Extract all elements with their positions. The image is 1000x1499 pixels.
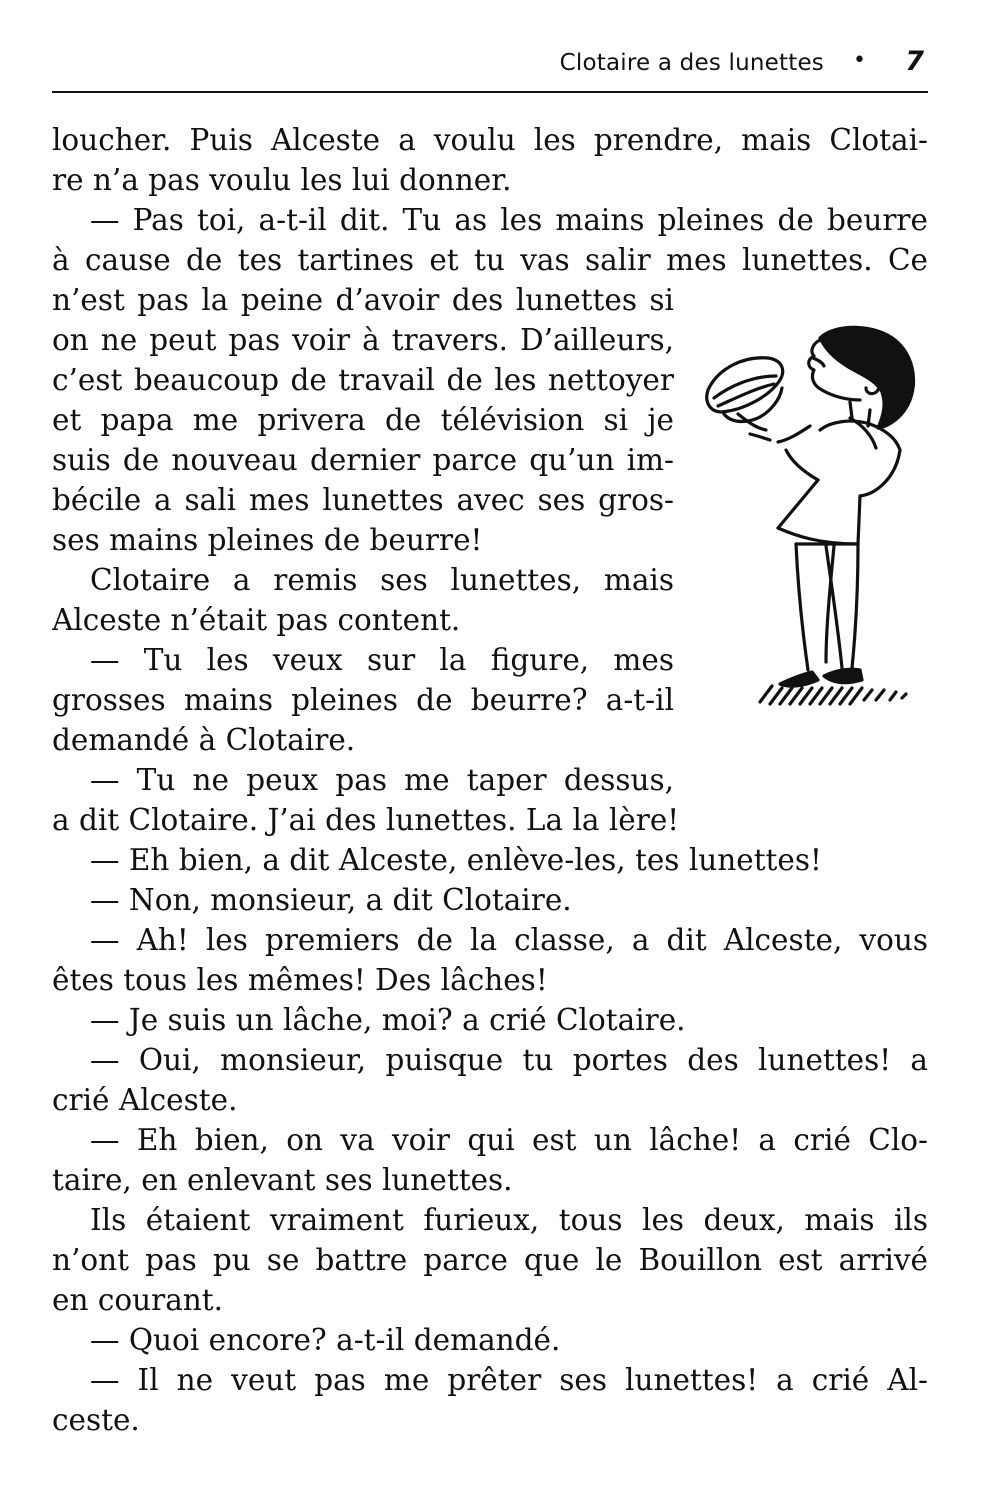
text-line: loucher. Puis Alceste a voulu les prendre, mais Clotai- — [52, 123, 928, 157]
text-line: — Tu ne peux pas me taper dessus, — [90, 763, 674, 797]
text-line: — Oui, monsieur, puisque tu portes des lunettes! a — [90, 1043, 928, 1077]
text-line: a dit Clotaire. J’ai des lunettes. La la lère! — [52, 803, 680, 837]
boy-eating-sandwich-illustration — [700, 318, 930, 723]
text-line: et papa me privera de télévision si je — [52, 403, 674, 437]
header-bullet: • — [853, 48, 866, 73]
text-line: — Ah! les premiers de la classe, a dit Alceste, vous — [90, 923, 928, 957]
text-line: à cause de tes tartines et tu vas salir mes lunettes. Ce — [52, 243, 928, 277]
text-line: bécile a sali mes lunettes avec ses gros- — [52, 483, 674, 517]
page-number: 7 — [905, 46, 924, 77]
text-line: en courant. — [52, 1283, 224, 1317]
text-line: — Tu les veux sur la figure, mes — [90, 643, 674, 677]
text-line: Clotaire a remis ses lunettes, mais — [90, 563, 674, 597]
text-line: crié Alceste. — [52, 1083, 238, 1117]
text-line: êtes tous les mêmes! Des lâches! — [52, 963, 548, 997]
text-line: n’ont pas pu se battre parce que le Bouillon est arrivé — [52, 1243, 928, 1277]
text-line: — Non, monsieur, a dit Clotaire. — [90, 883, 572, 917]
text-line: n’est pas la peine d’avoir des lunettes si — [52, 283, 674, 317]
text-line: — Je suis un lâche, moi? a crié Clotaire. — [90, 1003, 686, 1037]
text-line: suis de nouveau dernier parce qu’un im- — [52, 443, 674, 477]
text-line: grosses mains pleines de beurre? a-t-il — [52, 683, 674, 717]
text-line: demandé à Clotaire. — [52, 723, 356, 757]
text-line: — Il ne veut pas me prêter ses lunettes! a crié Al- — [90, 1363, 928, 1397]
text-line: taire, en enlevant ses lunettes. — [52, 1163, 513, 1197]
chapter-title: Clotaire a des lunettes — [559, 50, 824, 76]
text-line: ses mains pleines de beurre! — [52, 523, 483, 557]
text-line: on ne peut pas voir à travers. D’ailleurs, — [52, 323, 674, 357]
text-line: — Eh bien, on va voir qui est un lâche! a crié Clo- — [90, 1123, 928, 1157]
text-line: — Pas toi, a-t-il dit. Tu as les mains pleines de beurre — [90, 203, 928, 237]
text-line: c’est beaucoup de travail de les nettoyer — [52, 363, 674, 397]
text-line: Ils étaient vraiment furieux, tous les deux, mais ils — [90, 1203, 928, 1237]
text-line: Alceste n’était pas content. — [52, 603, 461, 637]
text-line: re n’a pas voulu les lui donner. — [52, 163, 512, 197]
text-line: — Eh bien, a dit Alceste, enlève-les, tes lunettes! — [90, 843, 822, 877]
running-header — [52, 44, 928, 84]
header-rule — [52, 91, 928, 93]
text-line: ceste. — [52, 1403, 140, 1437]
text-line: — Quoi encore? a-t-il demandé. — [90, 1323, 561, 1357]
